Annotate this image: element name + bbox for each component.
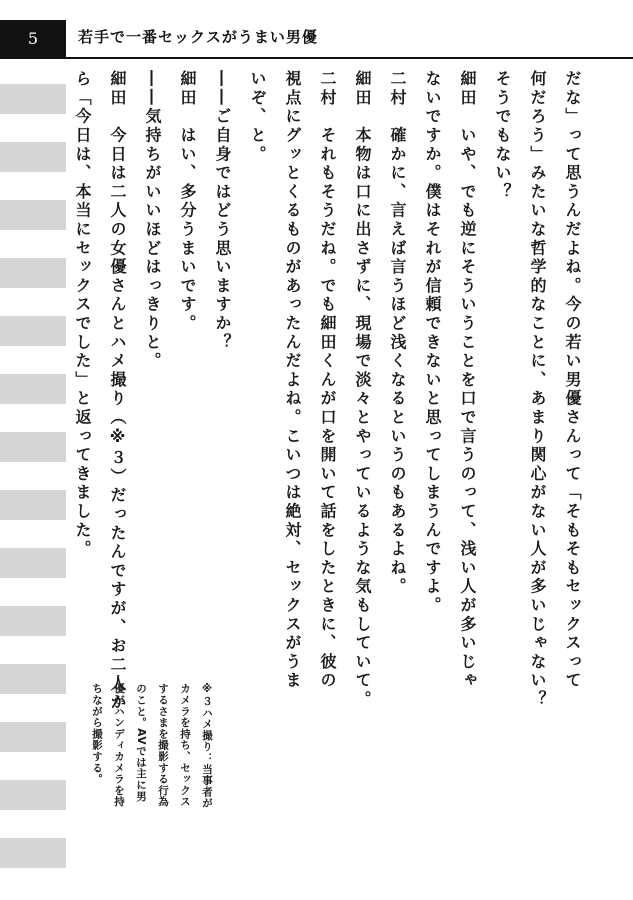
thumb-tab [0, 606, 66, 636]
thumb-tab [0, 838, 66, 868]
body-line: 視点にグッとくるものがあったんだよね。こいつは絶対、セックスがうま [283, 70, 302, 691]
body-line: 二村 確かに、言えば言うほど浅くなるというのもあるよね。 [388, 70, 407, 597]
footnote-line: ちながら撮影する。 [91, 683, 103, 785]
body-line: 細田 本物は口に出さずに、現場で淡々とやっているような気もしていて。 [353, 70, 372, 710]
footnote-line: のこと。AVでは主に男 [135, 683, 147, 802]
body-line: 二村 それもそうだね。でも細田くんが口を開いて話をしたときに、彼の [318, 70, 337, 691]
thumb-tab [0, 722, 66, 752]
thumb-index [0, 0, 66, 900]
body-line: 何だろう」みたいな哲学的なことに、あまり関心がない人が多いじゃない？ [528, 70, 547, 710]
body-line: 細田 今日は二人の女優さんとハメ撮り（※３）だったんですが、お二人か [108, 70, 127, 713]
body-line: ないですか。僕はそれが信頼できないと思ってしまうんですよ。 [423, 70, 442, 616]
thumb-tab [0, 142, 66, 172]
thumb-tab [0, 490, 66, 520]
body-line: 細田 はい、多分うまいです。 [178, 70, 197, 334]
body-line: ――気持ちがいいほどはっきりと。 [143, 70, 162, 371]
thumb-tab [0, 664, 66, 694]
thumb-tab [0, 374, 66, 404]
thumb-tab [0, 432, 66, 462]
footnote-line: するさまを撮影する行為 [157, 683, 169, 808]
body-text [73, 70, 590, 770]
footnote [74, 683, 218, 883]
thumb-tab [0, 258, 66, 288]
thumb-tab [0, 200, 66, 230]
page-number: 5 [0, 20, 66, 57]
body-line: 細田 いや、でも逆にそういうことを口で言うのって、浅い人が多いじゃ [458, 70, 477, 691]
body-line: いぞ、と。 [248, 70, 267, 164]
running-title: 若手で一番セックスがうまい男優 [78, 28, 318, 46]
footnote-line: 優がハンディカメラを持 [113, 683, 125, 808]
thumb-tab [0, 84, 66, 114]
body-line: そうでもない？ [493, 70, 512, 202]
body-line: ら「今日は、本当にセックスでした」と返ってきました。 [73, 70, 92, 559]
header-rule [0, 57, 633, 59]
body-line: ――ご自身ではどう思いますか？ [213, 70, 232, 352]
thumb-tab [0, 780, 66, 810]
footnote-line: ※３ハメ撮り：当事者が [201, 683, 213, 809]
footnote-line: カメラを持ち、セックス [179, 683, 191, 808]
thumb-tab [0, 316, 66, 346]
thumb-tab [0, 548, 66, 578]
body-line: だな」って思うんだよね。今の若い男優さんって「そもそもセックスって [563, 70, 582, 691]
